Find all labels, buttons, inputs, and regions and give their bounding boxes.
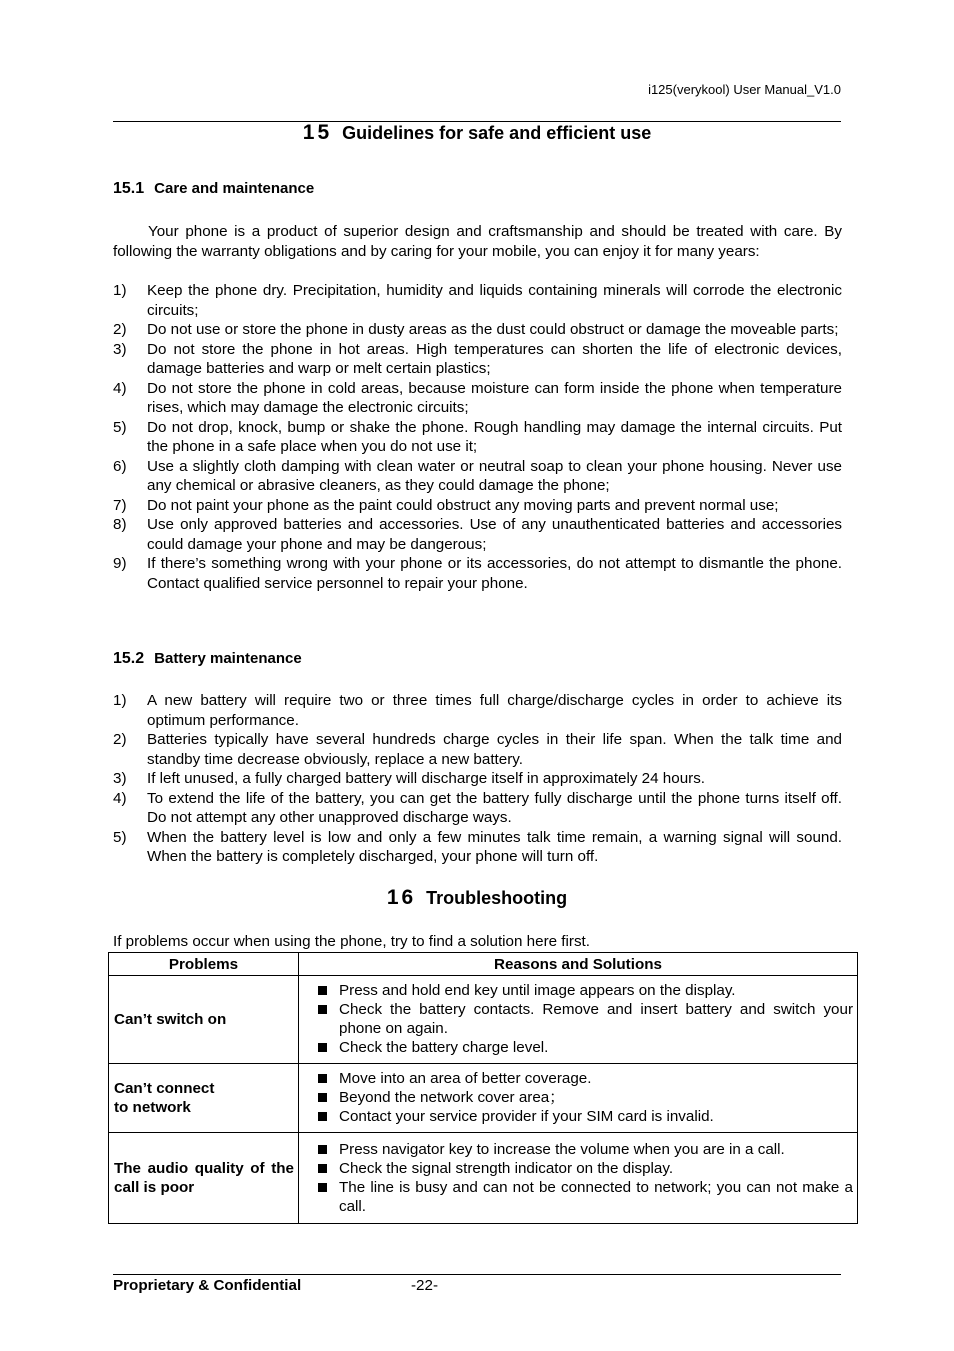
- problem-text: Can’t switch on: [114, 1011, 227, 1028]
- list-marker: 2): [113, 731, 127, 748]
- list-item-text: If left unused, a fully charged battery will discharge itself in approximately 24 hours.: [147, 770, 706, 787]
- list-marker: 4): [113, 379, 127, 397]
- list-item: [113, 828, 842, 867]
- list-marker: 2): [113, 321, 127, 338]
- solution-text: Contact your service provider if your SIM card is invalid.: [339, 1108, 714, 1125]
- solution-item: [317, 1069, 853, 1088]
- list-item: [113, 730, 842, 769]
- list-item: [113, 320, 842, 340]
- solution-text: Press navigator key to increase the volume when you are in a call.: [339, 1140, 785, 1158]
- solutions-cell: [299, 976, 858, 1064]
- problem-cell: [109, 1064, 299, 1133]
- list-item-text: To extend the life of the battery, you can get the battery fully discharge until the phone turns itself off. Do not attempt any other unapproved discharge ways.: [147, 789, 842, 826]
- list-item: [113, 554, 842, 593]
- solutions-cell: [299, 1133, 858, 1224]
- solution-item: [317, 1107, 853, 1126]
- list-item-text: Batteries typically have several hundreds charge cycles in their life span. When the talk time and standby time decrease obviously, replace a new battery.: [147, 731, 842, 768]
- square-bullet-icon: [318, 1074, 327, 1083]
- document-header: i125(verykool) User Manual_V1.0: [648, 82, 841, 97]
- square-bullet-icon: [318, 1112, 327, 1121]
- section-15-1-heading: [113, 180, 314, 198]
- table-row: [109, 976, 858, 1064]
- solutions-list: [317, 1140, 853, 1216]
- list-marker: 4): [113, 789, 127, 807]
- footer-rule: [113, 1274, 841, 1275]
- list-item: [113, 457, 842, 496]
- list-item: [113, 418, 842, 457]
- list-marker: 1): [113, 692, 127, 709]
- solution-item: [317, 981, 853, 1000]
- list-marker: 7): [113, 496, 127, 514]
- section-15-2-title: Battery maintenance: [154, 650, 302, 667]
- problem-cell: [109, 976, 299, 1064]
- troubleshooting-table: [108, 952, 858, 1224]
- list-marker: 5): [113, 828, 127, 846]
- section-15-2-number: 15.2: [113, 650, 145, 667]
- table-row: [109, 1133, 858, 1224]
- list-item-text: Keep the phone dry. Precipitation, humidity and liquids containing minerals will corrode the electronic circuits;: [147, 282, 842, 319]
- list-item: [113, 379, 842, 418]
- list-marker: 5): [113, 418, 127, 436]
- table-row: [109, 1064, 858, 1133]
- square-bullet-icon: [318, 1183, 327, 1192]
- solution-text: Move into an area of better coverage.: [339, 1070, 592, 1087]
- list-item-text: If there’s something wrong with your phone or its accessories, do not attempt to dismantle the phone. Contact qualified service personnel to repair your phone.: [147, 555, 842, 592]
- list-item-text: Use a slightly cloth damping with clean water or neutral soap to clean your phone housing. Never use any chemical or abrasive cleaners, as they could damage the phone;: [147, 457, 842, 494]
- list-marker: 1): [113, 282, 127, 299]
- list-item: [113, 691, 842, 730]
- solution-item: [317, 1140, 853, 1159]
- solution-text: Press and hold end key until image appears on the display.: [339, 982, 736, 999]
- problem-cell: [109, 1133, 299, 1224]
- square-bullet-icon: [318, 1164, 327, 1173]
- square-bullet-icon: [318, 1005, 327, 1014]
- list-item-text: When the battery level is low and only a few minutes talk time remain, a warning signal will sound. When the battery is completely discharged, your phone will turn off.: [147, 828, 842, 865]
- list-item: [113, 515, 842, 554]
- section-15-number: 15: [302, 121, 333, 144]
- section-15-title: Guidelines for safe and efficient use: [342, 123, 652, 143]
- list-marker: 8): [113, 516, 127, 533]
- problem-text: The audio quality of the call is poor: [114, 1160, 294, 1196]
- section-16-number: 16: [386, 886, 417, 909]
- solution-text: Check the signal strength indicator on the display.: [339, 1159, 674, 1177]
- solution-text: The line is busy and can not be connected to network; you can not make a call.: [339, 1178, 853, 1215]
- list-item-text: Use only approved batteries and accessories. Use of any unauthenticated batteries and accessories could damage your phone and may be dangerous;: [147, 516, 842, 553]
- solutions-list: [317, 1069, 853, 1126]
- list-item-text: Do not store the phone in cold areas, because moisture can form inside the phone when temperature rises, which may damage the electronic circuits;: [147, 379, 842, 416]
- solution-text: Check the battery contacts. Remove and insert battery and switch your phone on again.: [339, 1001, 853, 1037]
- square-bullet-icon: [318, 1093, 327, 1102]
- section-16-heading: [0, 886, 954, 910]
- solution-text: Beyond the network cover area；: [339, 1089, 565, 1106]
- care-intro-paragraph: Your phone is a product of superior design and craftsmanship and should be treated with care. By following the warranty obligations and by caring for your mobile, you can enjoy it for many years:: [113, 223, 842, 260]
- section-16-title: Troubleshooting: [426, 888, 568, 908]
- list-item: [113, 769, 842, 789]
- list-item-text: Do not drop, knock, bump or shake the phone. Rough handling may damage the internal circuits. Put the phone in a safe place when you do not use it;: [147, 418, 842, 455]
- list-item: [113, 340, 842, 379]
- solution-item: [317, 1178, 853, 1216]
- list-item-text: Do not use or store the phone in dusty areas as the dust could obstruct or damage the moveable parts;: [147, 321, 839, 338]
- solution-item: [317, 1000, 853, 1038]
- troubleshooting-intro: If problems occur when using the phone, try to find a solution here first.: [113, 933, 590, 950]
- list-marker: 3): [113, 340, 127, 358]
- list-item: [113, 496, 842, 516]
- list-item: [113, 789, 842, 828]
- solution-item: [317, 1088, 853, 1107]
- square-bullet-icon: [318, 1043, 327, 1052]
- page-number: -22-: [411, 1277, 439, 1294]
- list-marker: 3): [113, 770, 127, 787]
- column-header-solutions: Reasons and Solutions: [299, 953, 858, 976]
- footer-label: Proprietary & Confidential: [113, 1277, 302, 1294]
- problem-text-line: Can’t connect: [114, 1080, 215, 1097]
- section-15-2-heading: [113, 650, 302, 668]
- list-marker: 9): [113, 555, 127, 572]
- list-item-text: A new battery will require two or three times full charge/discharge cycles in order to achieve its optimum performance.: [147, 692, 842, 729]
- square-bullet-icon: [318, 986, 327, 995]
- list-item: [113, 281, 842, 320]
- solution-item: [317, 1038, 853, 1057]
- table-header-row: [109, 953, 858, 976]
- section-15-1-number: 15.1: [113, 180, 145, 197]
- section-15-1-title: Care and maintenance: [154, 180, 315, 197]
- list-item-text: Do not paint your phone as the paint could obstruct any moving parts and prevent normal use;: [147, 496, 779, 514]
- problem-text-line: to network: [114, 1099, 191, 1116]
- section-15-heading: [0, 121, 954, 145]
- column-header-problems: Problems: [109, 953, 299, 976]
- battery-list: [113, 691, 842, 867]
- list-marker: 6): [113, 457, 127, 475]
- solutions-cell: [299, 1064, 858, 1133]
- square-bullet-icon: [318, 1145, 327, 1154]
- list-item-text: Do not store the phone in hot areas. High temperatures can shorten the life of electronic devices, damage batteries and warp or melt certain plastics;: [147, 340, 842, 377]
- care-list: [113, 281, 842, 593]
- solution-text: Check the battery charge level.: [339, 1039, 549, 1056]
- solution-item: [317, 1159, 853, 1178]
- solutions-list: [317, 981, 853, 1057]
